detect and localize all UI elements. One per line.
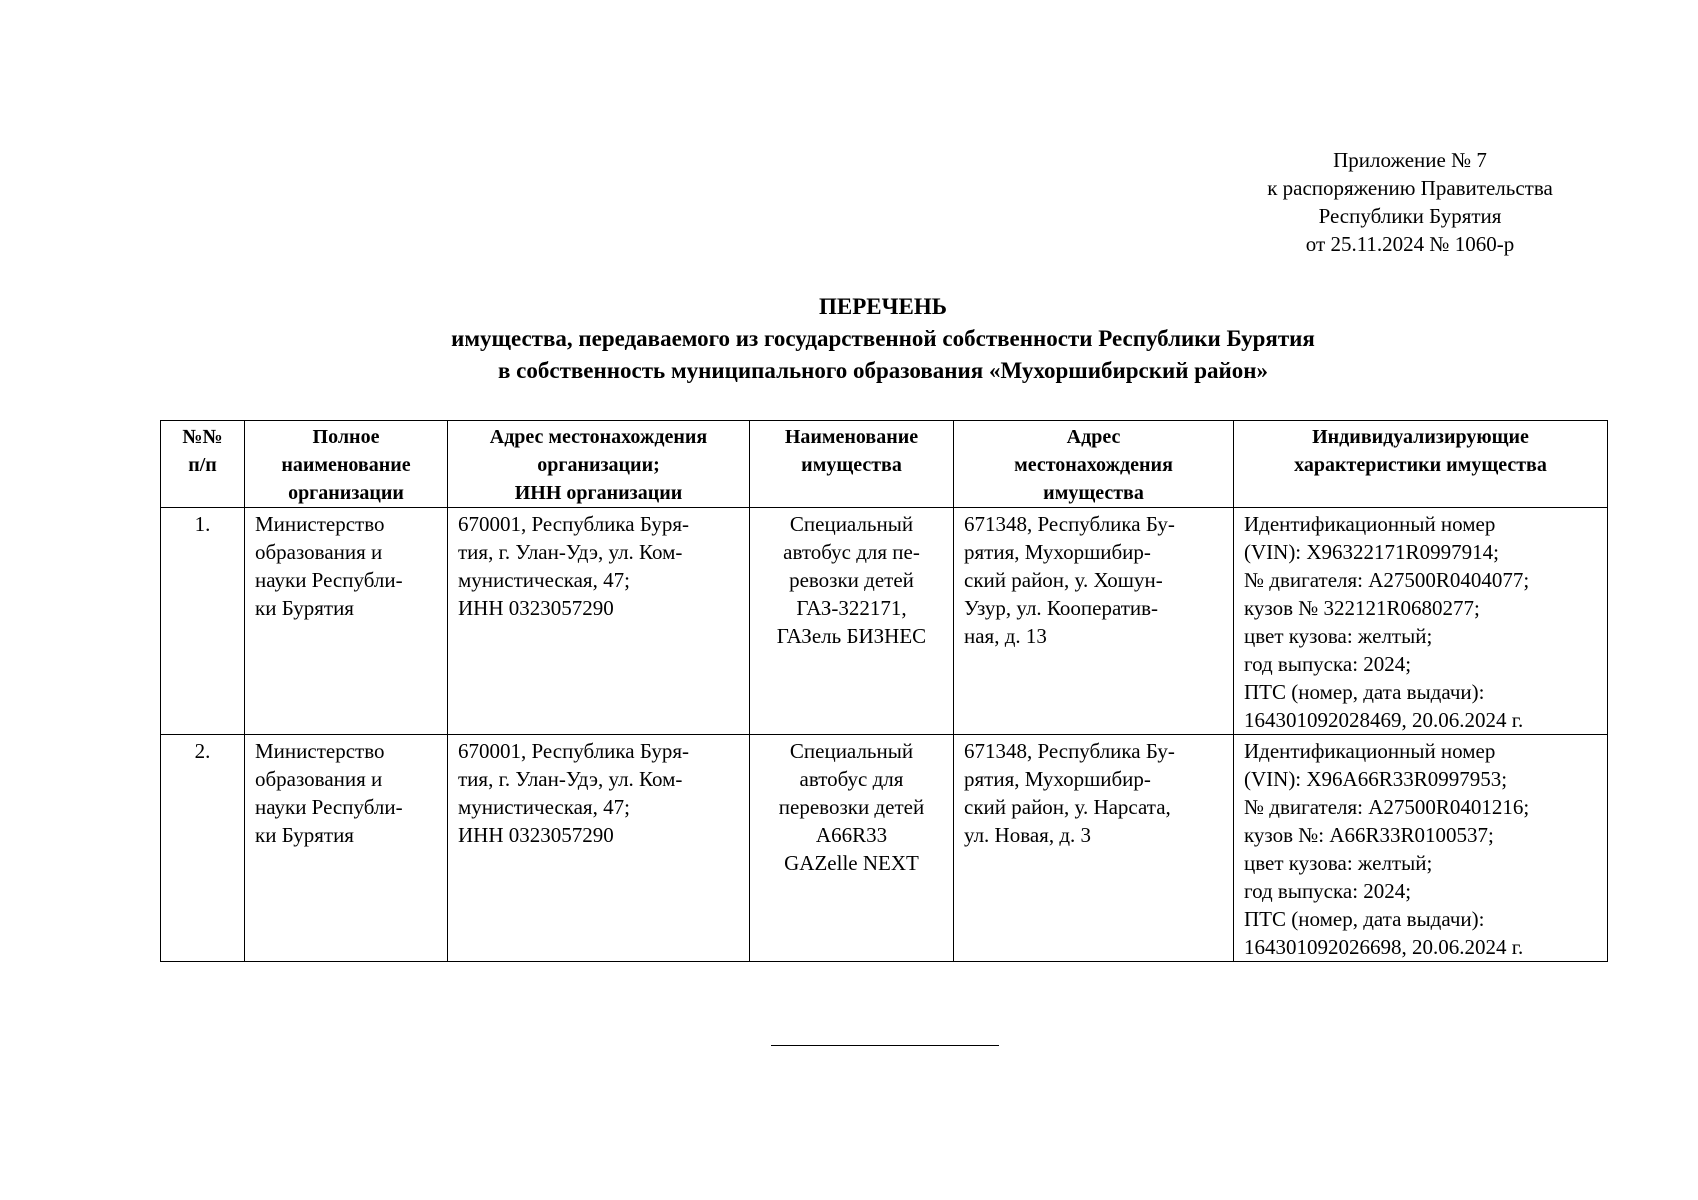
table-row — [161, 508, 1608, 735]
annex-reference — [1240, 146, 1580, 258]
cell-organization: Министерство образования и науки Республи- ки Бурятия — [245, 735, 448, 962]
cell-organization: Министерство образования и науки Республи- ки Бурятия — [245, 508, 448, 735]
header-property-name: Наименование имущества — [750, 421, 954, 508]
cell-organization-address: 670001, Республика Буря- тия, г. Улан-Удэ, ул. Ком- мунистическая, 47; ИНН 0323057290 — [448, 735, 750, 962]
cell-organization-address: 670001, Республика Буря- тия, г. Улан-Удэ, ул. Ком- мунистическая, 47; ИНН 0323057290 — [448, 508, 750, 735]
cell-property-name: Специальный автобус для перевозки детей A66R33 GAZelle NEXT — [750, 735, 954, 962]
annex-line: от 25.11.2024 № 1060-р — [1305, 232, 1515, 256]
title-heading: ПЕРЕЧЕНЬ — [819, 294, 947, 319]
property-table — [160, 420, 1608, 962]
title-subheading: в собственность муниципального образования «Мухоршибирский район» — [498, 358, 1268, 383]
title-subheading: имущества, передаваемого из государственной собственности Республики Бурятия — [451, 326, 1315, 351]
annex-line: к распоряжению Правительства — [1267, 176, 1553, 200]
cell-property-address: 671348, Республика Бу- рятия, Мухоршибир- ский район, у. Хошун- Узур, ул. Кооператив- ная, д. 13 — [954, 508, 1234, 735]
cell-property-name: Специальный автобус для пе- ревозки детей ГАЗ-322171, ГАЗель БИЗНЕС — [750, 508, 954, 735]
header-property-address: Адрес местонахождения имущества — [954, 421, 1234, 508]
header-number: №№ п/п — [161, 421, 245, 508]
cell-number: 1. — [161, 508, 245, 735]
cell-number: 2. — [161, 735, 245, 962]
table-header-row — [161, 421, 1608, 508]
header-organization: Полное наименование организации — [245, 421, 448, 508]
annex-line: Приложение № 7 — [1333, 148, 1487, 172]
table-row — [161, 735, 1608, 962]
cell-characteristics: Идентификационный номер (VIN): X96A66R33R0997953; № двигателя: A27500R0401216; кузов №: A66R33R0100537; цвет кузова: желтый; год выпуска: 2024; ПТС (номер, дата выдачи): 164301092026698, 20.06.2024 г. — [1234, 735, 1608, 962]
header-organization-address: Адрес местонахождения организации; ИНН организации — [448, 421, 750, 508]
document-title — [160, 291, 1606, 387]
cell-property-address: 671348, Республика Бу- рятия, Мухоршибир- ский район, у. Нарсата, ул. Новая, д. 3 — [954, 735, 1234, 962]
header-characteristics: Индивидуализирующие характеристики имущества — [1234, 421, 1608, 508]
closing-divider — [771, 1045, 999, 1046]
annex-line: Республики Бурятия — [1318, 204, 1502, 228]
cell-characteristics: Идентификационный номер (VIN): X96322171R0997914; № двигателя: A27500R0404077; кузов № 322121R0680277; цвет кузова: желтый; год выпуска: 2024; ПТС (номер, дата выдачи): 164301092028469, 20.06.2024 г. — [1234, 508, 1608, 735]
